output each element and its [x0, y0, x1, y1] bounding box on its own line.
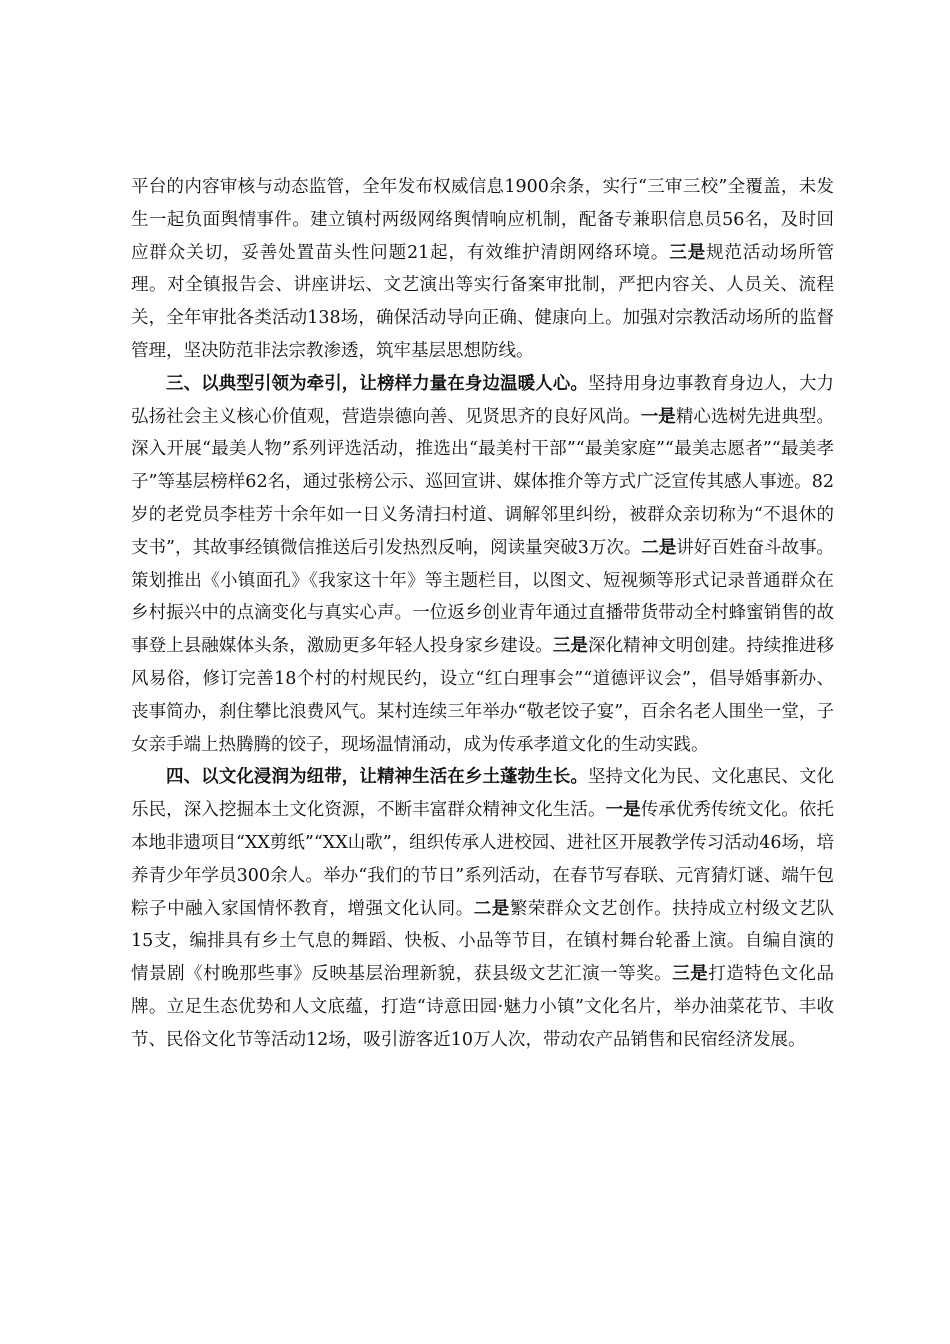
section-heading: 三、以典型引领为牵引，让榜样力量在身边温暖人心。	[166, 373, 588, 394]
paragraph-lead-three: 三是	[669, 242, 707, 263]
paragraph-text: 坚持用身边事教育身边人，大力弘扬社会主义核心价值观，营造崇德向善、见贤思齐的良好风尚。	[131, 373, 835, 427]
paragraph-lead-two: 二是	[473, 898, 510, 919]
paragraph-lead-three: 三是	[672, 964, 709, 985]
paragraph-text: 精心选树先进典型。深入开展“最美人物”系列评选活动，推选出“最美村干部”“最美家庭”“最美志愿者”“最美孝子”等基层榜样62名，通过张榜公示、巡回宣讲、媒体推介等方式广泛宣传其感人事迹。82岁的老党员李桂芳十余年如一日义务清扫村道、调解邻里纠纷，被群众亲切称为“不退休的支书”，其故事经镇微信推送后引发热烈反响，阅读量突破3万次。	[131, 406, 835, 558]
paragraph-text: 打造特色文化品牌。立足生态优势和人文底蕴，打造“诗意田园·魅力小镇”文化名片，举办油菜花节、丰收节、民俗文化节等活动12场，吸引游客近10万人次，带动农产品销售和民宿经济发展。	[131, 964, 835, 1050]
paragraph-lead-two: 二是	[641, 537, 677, 558]
paragraph-text: 平台的内容审核与动态监管，全年发布权威信息1900余条，实行“三审三校”全覆盖，未发生一起负面舆情事件。建立镇村两级网络舆情响应机制，配备专兼职信息员56名，及时回应群众关切，妥善处置苗头性问题21起，有效维护清朗网络环境。	[131, 177, 834, 263]
paragraph-text: 讲好百姓奋斗故事。策划推出《小镇面孔》《我家这十年》等主题栏目，以图文、短视频等形式记录普通群众在乡村振兴中的点滴变化与真实心声。一位返乡创业青年通过直播带货带动全村蜂蜜销售的故事登上县融媒体头条，激励更多年轻人投身家乡建设。	[131, 537, 835, 657]
section-heading: 四、以文化浸润为纽带，让精神生活在乡土蓬勃生长。	[166, 767, 588, 788]
paragraph-text: 坚持文化为民、文化惠民、文化乐民，深入挖掘本土文化资源，不断丰富群众精神文化生活。	[131, 767, 835, 821]
paragraph-continuation	[131, 171, 834, 368]
document-body	[131, 171, 834, 1057]
paragraph-section-four	[131, 761, 834, 1056]
paragraph-text: 传承优秀传统文化。依托本地非遗项目“XX剪纸”“XX山歌”，组织传承人进校园、进社区开展教学传习活动46场，培养青少年学员300余人。举办“我们的节日”系列活动，在春节写春联、元宵猜灯谜、端午包粽子中融入家国情怀教育，增强文化认同。	[131, 800, 835, 919]
paragraph-lead-three: 三是	[552, 636, 589, 657]
paragraph-text: 繁荣群众文艺创作。扶持成立村级文艺队15支，编排具有乡土气息的舞蹈、快板、小品等节目，在镇村舞台轮番上演。自编自演的情景剧《村晚那些事》反映基层治理新貌，获县级文艺汇演一等奖。	[131, 898, 835, 985]
paragraph-section-three	[131, 368, 834, 762]
paragraph-lead-one: 一是	[605, 800, 641, 821]
paragraph-text: 深化精神文明创建。持续推进移风易俗，修订完善18个村的村规民约，设立“红白理事会”“道德评议会”，倡导婚事新办、丧事简办，刹住攀比浪费风气。某村连续三年举办“敬老饺子宴”，百余名老人围坐一堂，子女亲手端上热腾腾的饺子，现场温情涌动，成为传承孝道文化的生动实践。	[131, 636, 835, 755]
paragraph-text: 规范活动场所管理。对全镇报告会、讲座讲坛、文艺演出等实行备案审批制，严把内容关、人员关、流程关，全年审批各类活动138场，确保活动导向正确、健康向上。加强对宗教活动场所的监督管理，坚决防范非法宗教渗透，筑牢基层思想防线。	[131, 242, 834, 361]
paragraph-lead-one: 一是	[640, 406, 676, 427]
